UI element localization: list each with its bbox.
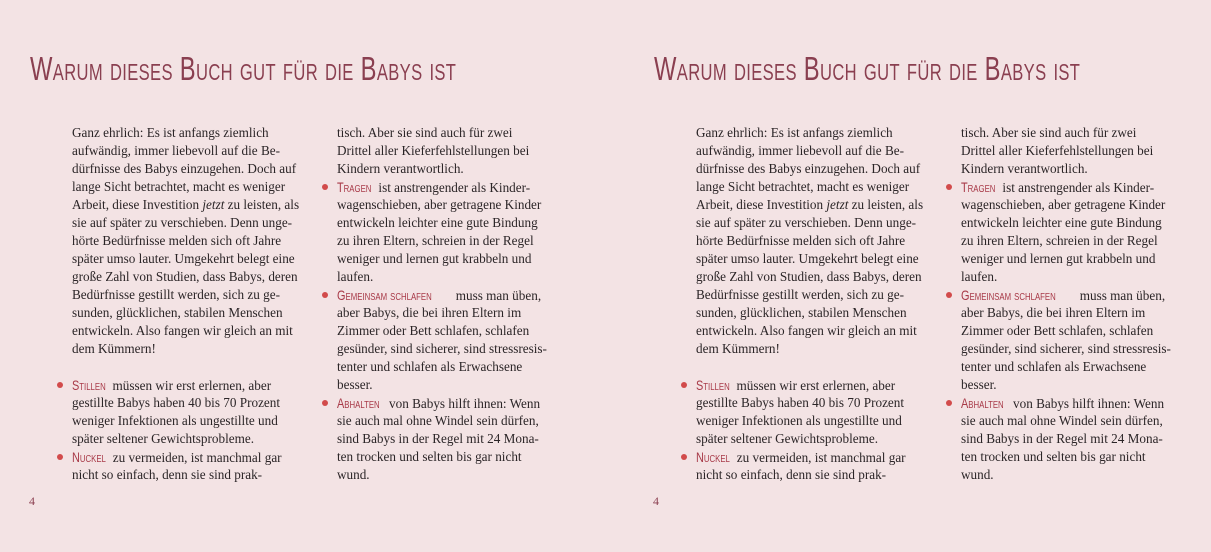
bullet-keyword: Tragen — [961, 179, 996, 195]
text-line: weniger und lernen gut krabbeln und — [961, 251, 1156, 266]
bullet-dot-icon — [946, 292, 952, 298]
bullet-keyword: Abhalten — [337, 395, 380, 411]
text-line — [72, 376, 287, 394]
text-segment: müssen wir erst erlernen, aber — [109, 378, 272, 393]
text-line: später seltener Gewichtsprobleme. — [696, 431, 878, 446]
text-line: tenter und schlafen als Erwachsene — [337, 359, 523, 374]
paragraph-gap — [72, 358, 287, 376]
text-line: Ganz ehrlich: Es ist anfangs ziemlich — [72, 125, 269, 140]
text-line: Kindern verantwortlich. — [961, 161, 1088, 176]
text-line: Bedürfnisse gestillt werden, sich zu ge- — [696, 287, 905, 302]
text-line: gestillte Babys haben 40 bis 70 Prozent — [696, 395, 905, 410]
text-segment: ist anstrengender als Kinder- — [375, 180, 531, 195]
bullet-keyword: Abhalten — [961, 395, 1004, 411]
text-line: hörte Bedürfnisse melden sich oft Jahre — [696, 233, 906, 248]
text-line: lange Sicht betrachtet, macht es weniger — [72, 179, 286, 194]
bullet-dot-icon — [681, 454, 687, 460]
text-line: nicht so einfach, denn sie sind prak- — [72, 467, 263, 482]
text-line: gesünder, sind sicherer, sind stressresis- — [961, 341, 1171, 356]
column-right — [337, 124, 552, 484]
text-line — [961, 286, 1176, 304]
text-segment: zu vermeiden, ist manchmal gar — [109, 450, 282, 465]
emphasis-text: jetzt — [826, 197, 849, 212]
text-segment: Arbeit, diese Investition — [696, 197, 827, 212]
text-line: tenter und schlafen als Erwachsene — [961, 359, 1147, 374]
text-line: große Zahl von Studien, dass Babys, deren — [72, 269, 298, 284]
text-line: besser. — [961, 377, 997, 392]
text-line: dem Kümmern! — [696, 341, 780, 356]
text-line: dürfnisse des Babys einzugehen. Doch auf — [72, 161, 297, 176]
text-line: sunden, glücklichen, stabilen Menschen — [696, 305, 907, 320]
text-line: entwickeln. Also fangen wir gleich an mit — [72, 323, 293, 338]
text-segment: muss man üben, — [452, 288, 542, 303]
right-page — [624, 0, 1211, 552]
text-line: gestillte Babys haben 40 bis 70 Prozent — [72, 395, 281, 410]
text-line: Bedürfnisse gestillt werden, sich zu ge- — [72, 287, 281, 302]
text-line: wagenschieben, aber getragene Kinder — [337, 197, 542, 212]
bullet-dot-icon — [57, 382, 63, 388]
text-line: nicht so einfach, denn sie sind prak- — [696, 467, 887, 482]
text-line: aufwändig, immer liebevoll auf die Be- — [696, 143, 904, 158]
bullet-keyword: Tragen — [337, 179, 372, 195]
text-line: wund. — [337, 467, 370, 482]
bullet-item — [337, 178, 552, 286]
bullet-keyword: Stillen — [72, 377, 106, 393]
bullet-keyword: Nuckel — [696, 449, 730, 465]
bullet-dot-icon — [322, 292, 328, 298]
bullet-item — [72, 376, 287, 448]
text-line: dem Kümmern! — [72, 341, 156, 356]
text-line — [696, 196, 924, 214]
bullet-dot-icon — [946, 184, 952, 190]
text-line: Ganz ehrlich: Es ist anfangs ziemlich — [696, 125, 893, 140]
column-left — [72, 124, 300, 484]
bullet-keyword: Nuckel — [72, 449, 106, 465]
text-line: aber Babys, die bei ihren Eltern im — [961, 305, 1146, 320]
bullet-item — [696, 376, 911, 448]
text-segment: muss man üben, — [1076, 288, 1166, 303]
text-line: zu ihren Eltern, schreien in der Regel — [961, 233, 1158, 248]
text-line: gesünder, sind sicherer, sind stressresis- — [337, 341, 547, 356]
text-line: weniger Infektionen als ungestillte und — [696, 413, 902, 428]
text-line: weniger und lernen gut krabbeln und — [337, 251, 532, 266]
text-segment: zu leisten, als — [848, 197, 924, 212]
bullet-dot-icon — [322, 400, 328, 406]
text-line — [696, 448, 911, 466]
text-line: sie auch mal ohne Windel sein dürfen, — [337, 413, 539, 428]
text-segment: zu leisten, als — [224, 197, 300, 212]
bullet-item — [337, 394, 552, 484]
text-line: sunden, glücklichen, stabilen Menschen — [72, 305, 283, 320]
text-line: Drittel aller Kieferfehlstellungen bei — [337, 143, 530, 158]
text-line — [337, 286, 552, 304]
text-line: entwickeln. Also fangen wir gleich an mit — [696, 323, 917, 338]
page-title: Warum dieses Buch gut für die Babys ist — [654, 50, 1081, 87]
left-page — [0, 0, 605, 552]
text-line: aber Babys, die bei ihren Eltern im — [337, 305, 522, 320]
text-line: sind Babys in der Regel mit 24 Mona- — [337, 431, 539, 446]
text-segment: von Babys hilft ihnen: Wenn — [1009, 396, 1165, 411]
bullet-keyword: Gemeinsam schlafen — [337, 287, 432, 303]
text-line: dürfnisse des Babys einzugehen. Doch auf — [696, 161, 921, 176]
text-segment: von Babys hilft ihnen: Wenn — [385, 396, 541, 411]
text-line: lange Sicht betrachtet, macht es weniger — [696, 179, 910, 194]
text-line: sie auch mal ohne Windel sein dürfen, — [961, 413, 1163, 428]
text-segment: ist anstrengender als Kinder- — [999, 180, 1155, 195]
bullet-dot-icon — [57, 454, 63, 460]
bullet-item — [696, 448, 911, 484]
text-line — [696, 376, 911, 394]
text-line: sind Babys in der Regel mit 24 Mona- — [961, 431, 1163, 446]
text-segment: müssen wir erst erlernen, aber — [733, 378, 896, 393]
text-line: sie auf später zu verschieben. Denn unge- — [72, 215, 293, 230]
page-number: 4 — [29, 494, 35, 508]
text-line: später seltener Gewichtsprobleme. — [72, 431, 254, 446]
text-line: wund. — [961, 467, 994, 482]
page-number: 4 — [653, 494, 659, 508]
text-line: ten trocken und selten bis gar nicht — [337, 449, 522, 464]
text-line: Zimmer oder Bett schlafen, schlafen — [961, 323, 1154, 338]
page-title: Warum dieses Buch gut für die Babys ist — [30, 50, 457, 87]
bullet-keyword: Stillen — [696, 377, 730, 393]
text-line: Zimmer oder Bett schlafen, schlafen — [337, 323, 530, 338]
text-segment: zu vermeiden, ist manchmal gar — [733, 450, 906, 465]
text-line: aufwändig, immer liebevoll auf die Be- — [72, 143, 280, 158]
bullet-dot-icon — [681, 382, 687, 388]
text-line: sie auf später zu verschieben. Denn unge- — [696, 215, 917, 230]
text-line — [337, 394, 552, 412]
text-line: später umso lauter. Umgekehrt belegt eine — [696, 251, 919, 266]
text-line: laufen. — [337, 269, 374, 284]
column-right — [961, 124, 1176, 484]
text-line — [72, 196, 300, 214]
text-line: große Zahl von Studien, dass Babys, deren — [696, 269, 922, 284]
text-line: ten trocken und selten bis gar nicht — [961, 449, 1146, 464]
text-line: hörte Bedürfnisse melden sich oft Jahre — [72, 233, 282, 248]
text-line — [961, 394, 1176, 412]
bullet-dot-icon — [946, 400, 952, 406]
text-line: weniger Infektionen als ungestillte und — [72, 413, 278, 428]
text-line: tisch. Aber sie sind auch für zwei — [961, 125, 1137, 140]
column-left — [696, 124, 924, 484]
text-line: laufen. — [961, 269, 998, 284]
bullet-item — [961, 394, 1176, 484]
bullet-item — [72, 448, 287, 484]
text-segment: Arbeit, diese Investition — [72, 197, 203, 212]
bullet-item — [337, 286, 552, 394]
text-line: später umso lauter. Umgekehrt belegt eine — [72, 251, 295, 266]
emphasis-text: jetzt — [202, 197, 225, 212]
text-line — [337, 178, 552, 196]
text-line: besser. — [337, 377, 373, 392]
text-line: Drittel aller Kieferfehlstellungen bei — [961, 143, 1154, 158]
text-line: wagenschieben, aber getragene Kinder — [961, 197, 1166, 212]
text-line — [961, 178, 1176, 196]
paragraph-gap — [696, 358, 911, 376]
text-line — [72, 448, 287, 466]
text-line: entwickeln leichter eine gute Bindung — [337, 215, 538, 230]
text-line: tisch. Aber sie sind auch für zwei — [337, 125, 513, 140]
bullet-dot-icon — [322, 184, 328, 190]
text-line: zu ihren Eltern, schreien in der Regel — [337, 233, 534, 248]
bullet-item — [961, 286, 1176, 394]
text-line: entwickeln leichter eine gute Bindung — [961, 215, 1162, 230]
bullet-keyword: Gemeinsam schlafen — [961, 287, 1056, 303]
text-line: Kindern verantwortlich. — [337, 161, 464, 176]
bullet-item — [961, 178, 1176, 286]
